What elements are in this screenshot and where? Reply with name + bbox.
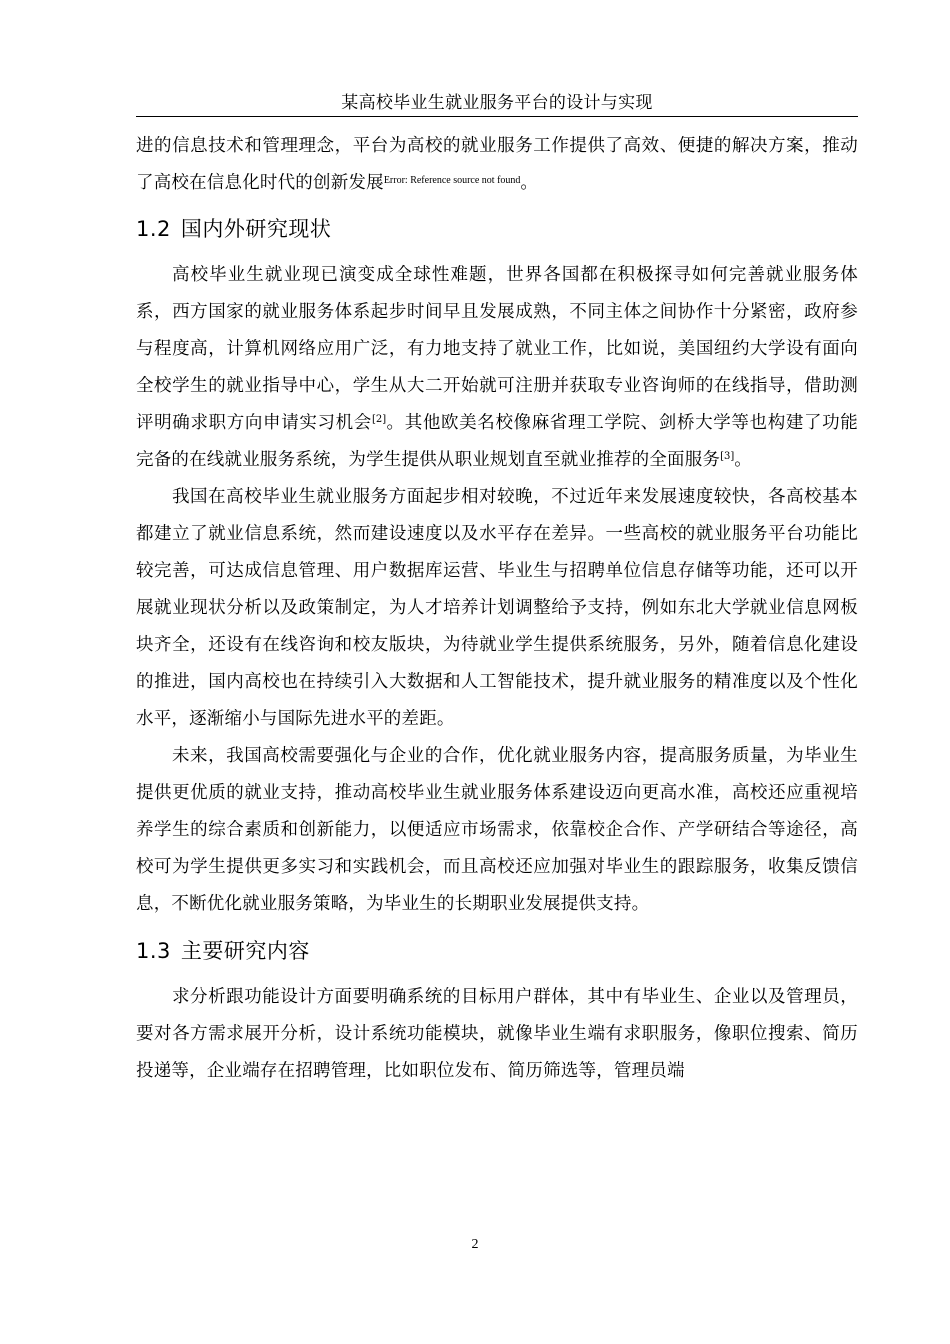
intro-paragraph	[136, 128, 858, 202]
intro-end: 。	[520, 173, 539, 193]
section-title: 主要研究内容	[180, 939, 310, 963]
paragraph-text: 。其他欧美名校像麻省理工学院、剑桥大学等也构建了功能完备的在线就业服务系统，为学生提供从职业规划直至就业推荐的全面服务	[136, 413, 858, 470]
paragraph-text: 高校毕业生就业现已演变成全球性难题，世界各国都在积极探寻如何完善就业服务体系，西方国家的就业服务体系起步时间早且发展成熟，不同主体之间协作十分紧密，政府参与程度高，计算机网络应用广泛，有力地支持了就业工作，比如说，美国纽约大学设有面向全校学生的就业指导中心，学生从大二开始就可注册并获取专业咨询师的在线指导，借助测评明确求职方向申请实习机会	[136, 265, 858, 433]
section-number: 1.3	[136, 939, 171, 963]
section-1-2-paragraph-1	[136, 257, 858, 479]
page-number: 2	[471, 1237, 479, 1252]
section-1-2-paragraph-3: 未来，我国高校需要强化与企业的合作，优化就业服务内容，提高服务质量，为毕业生提供更优质的就业支持，推动高校毕业生就业服务体系建设迈向更高水准，高校还应重视培养学生的综合素质和创新能力，以便适应市场需求，依靠校企合作、产学研结合等途径，高校可为学生提供更多实习和实践机会，而且高校还应加强对毕业生的跟踪服务，收集反馈信息，不断优化就业服务策略，为毕业生的长期职业发展提供支持。	[136, 746, 858, 914]
page-content	[136, 128, 858, 1090]
section-number: 1.2	[136, 217, 171, 241]
section-heading-1-3	[136, 936, 858, 966]
section-1-3-paragraph-1: 求分析跟功能设计方面要明确系统的目标用户群体，其中有毕业生、企业以及管理员，要对各方需求展开分析，设计系统功能模块，就像毕业生端有求职服务，像职位搜索、简历投递等，企业端存在招聘管理，比如职位发布、简历筛选等，管理员端	[136, 987, 858, 1081]
section-heading-1-2	[136, 214, 858, 244]
paragraph-end: 。	[734, 450, 752, 470]
section-1-2-paragraph-2: 我国在高校毕业生就业服务方面起步相对较晚，不过近年来发展速度较快，各高校基本都建立了就业信息系统，然而建设速度以及水平存在差异。一些高校的就业服务平台功能比较完善，可达成信息管理、用户数据库运营、毕业生与招聘单位信息存储等功能，还可以开展就业现状分析以及政策制定，为人才培养计划调整给予支持，例如东北大学就业信息网板块齐全，还设有在线咨询和校友版块，为待就业学生提供系统服务，另外，随着信息化建设的推进，国内高校也在持续引入大数据和人工智能技术，提升就业服务的精准度以及个性化水平，逐渐缩小与国际先进水平的差距。	[136, 487, 858, 729]
citation-3: [3]	[720, 451, 735, 462]
running-header-title: 某高校毕业生就业服务平台的设计与实现	[341, 93, 653, 113]
reference-error-text: Error: Reference source not found	[383, 175, 521, 186]
citation-2: [2]	[371, 414, 387, 425]
intro-text: 进的信息技术和管理理念，平台为高校的就业服务工作提供了高效、便捷的解决方案，推动了高校在信息化时代的创新发展	[136, 136, 858, 193]
section-title: 国内外研究现状	[180, 217, 332, 241]
header-rule	[136, 116, 858, 117]
